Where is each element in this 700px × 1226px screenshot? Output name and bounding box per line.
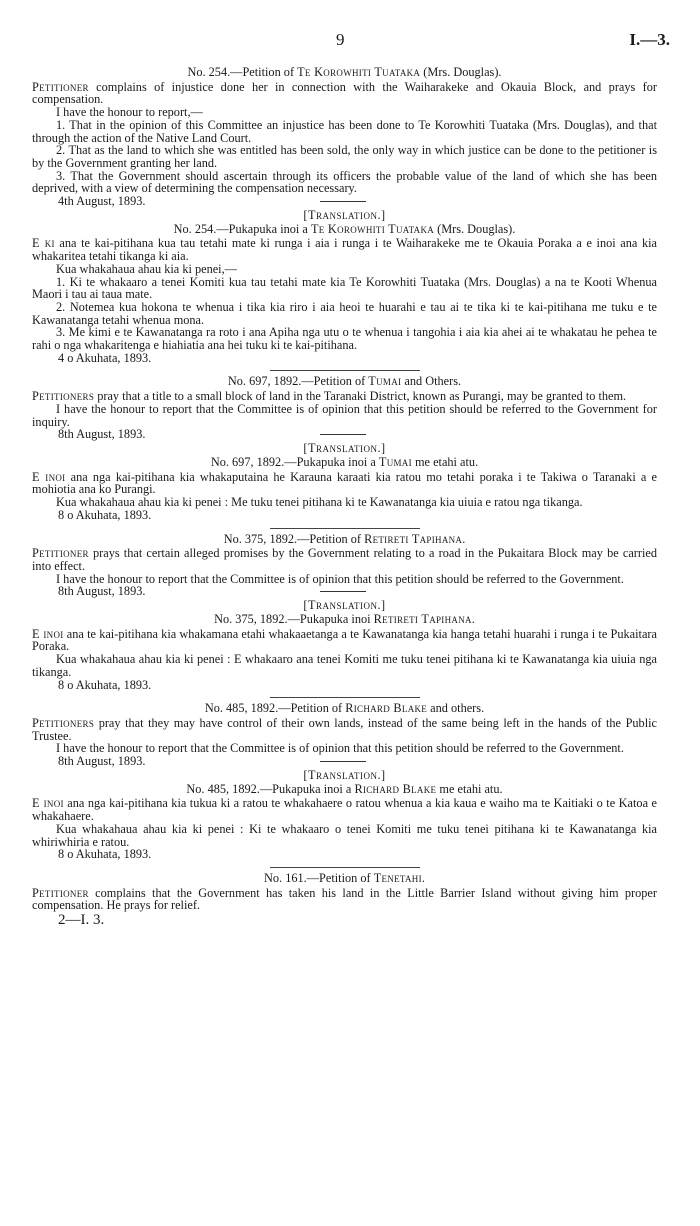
page-number: 9	[336, 30, 345, 49]
section-divider	[270, 370, 420, 371]
report-text: I have the honour to report that the Committee is of opinion that this petition should be referred to the Government.	[56, 571, 624, 586]
petition-697-english	[32, 375, 657, 441]
report-text: I have the honour to report that the Committee is of opinion that this petition should be referred to the Government.	[56, 741, 624, 756]
report-point: 2. Notemea kua hokona te whenua i tika kia riro i aia heoi te huarahi e tau ai te tika ki te kai-pitihana me tuku e te Kawanatanga tetahi whenua mona.	[32, 299, 657, 327]
page-content	[32, 66, 657, 927]
petition-697-translation	[32, 442, 657, 528]
report-date: 4 o Akuhata, 1893.	[58, 350, 152, 365]
report-date: 8 o Akuhata, 1893.	[58, 847, 152, 862]
petition-254-translation	[32, 209, 657, 371]
petition-summary: Petitioner prays that certain alleged promises by the Government relating to a road in the Pukaitara Block may be carried into effect.	[32, 546, 657, 573]
divider	[320, 434, 366, 435]
report-date: 8th August, 1893.	[58, 584, 146, 599]
section-divider	[270, 697, 420, 698]
section-title: No. 161.—Petition of Tenetahi.	[264, 870, 425, 885]
section-divider	[270, 528, 420, 529]
petition-summary: Petitioners pray that they may have control of their own lands, instead of the same being left in the hands of the Public Trustee.	[32, 715, 657, 743]
translation-label: [Translation.]	[303, 598, 386, 613]
section-divider	[270, 867, 420, 868]
translation-label: [Translation.]	[303, 441, 386, 456]
report-text: Kua whakahaua ahau kia ki penei : Ki te whakaaro o tenei Komiti me tuku tenei pitihana ki te Kawanatanga kia whiriwhiria e ratou.	[32, 821, 657, 849]
petition-summary: Petitioner complains that the Government has taken his land in the Little Barrier Island without giving him proper compensation. He prays for relief.	[32, 885, 657, 913]
petition-summary: E inoi ana nga kai-pitihana kia whakaputaina he Karauna karaati kia ratou mo tetahi poraka i te Takiwa o Taranaki a e mohiotia ana ko Purangi.	[32, 469, 657, 497]
petition-485-english	[32, 702, 657, 768]
section-title: No. 485, 1892.—Pukapuka inoi a Richard Blake me etahi atu.	[186, 781, 503, 796]
petition-summary: E inoi ana te kai-pitihana kia whakamana etahi whakaaetanga a te Kawanatanga kia hanga tetahi huarahi i runga i te Pukaitara Poraka.	[32, 626, 657, 654]
petition-485-translation	[32, 769, 657, 868]
petition-254-english	[32, 66, 657, 208]
petition-summary: E inoi ana nga kai-pitihana kia tukua ki a ratou te whakahaere o ratou whenua a kia kaua e waiho ma te Kaitiaki o te Katoa e whakahaere.	[32, 796, 657, 824]
section-title: No. 375, 1892.—Petition of Retireti Tapihana.	[223, 531, 466, 546]
report-point: 3. That the Government should ascertain through its officers the probable value of the land of which she has been deprived, with a view of determining the compensation necessary.	[32, 168, 657, 196]
report-point: 1. That in the opinion of this Committee an injustice has been done to Te Korowhiti Tuataka (Mrs. Douglas), and that through the action of the Native Land Court.	[32, 117, 657, 145]
report-point: 2. That as the land to which she was entitled has been sold, the only way in which justice can be done to the petitioner is by the Government granting her land.	[32, 143, 657, 170]
signature-mark: 2—I. 3.	[58, 912, 105, 929]
translation-label: [Translation.]	[303, 208, 386, 223]
divider	[320, 201, 366, 202]
divider	[320, 591, 366, 592]
section-title: No. 697, 1892.—Petition of Tumai and Others.	[227, 374, 462, 389]
section-title: No. 485, 1892.—Petition of Richard Blake and others.	[204, 701, 485, 716]
petition-375-english	[32, 533, 657, 599]
petition-375-translation	[32, 599, 657, 698]
page-reference: I.—3.	[629, 30, 670, 49]
report-date: 8th August, 1893.	[58, 754, 146, 769]
report-date: 8th August, 1893.	[58, 427, 146, 442]
report-intro: I have the honour to report,—	[56, 105, 203, 120]
report-text: I have the honour to report that the Committee is of opinion that this petition should be referred to the Government for inquiry.	[32, 401, 657, 429]
report-date: 8 o Akuhata, 1893.	[58, 507, 152, 522]
report-point: 1. Ki te whakaaro a tenei Komiti kua tau tetahi mate kia Te Korowhiti Tuataka (Mrs. Douglas) a na te Kooti Whenua Maori i tau ai taua mate.	[32, 274, 657, 302]
divider	[320, 761, 366, 762]
petition-161-english	[32, 872, 657, 912]
translation-label: [Translation.]	[303, 768, 386, 783]
report-text: Kua whakahaua ahau kia ki penei : Me tuku tenei pitihana ki te Kawanatanga kia uiuia e ratou nga tikanga.	[56, 495, 583, 510]
petition-summary: Petitioners pray that a title to a small block of land in the Taranaki District, known as Purangi, may be granted to them.	[32, 389, 627, 404]
report-text: Kua whakahaua ahau kia ki penei : E whakaaro ana tenei Komiti me tuku tenei pitihana ki te Kawanatanga kia uiuia nga tikanga.	[32, 652, 657, 679]
report-date: 8 o Akuhata, 1893.	[58, 677, 152, 692]
petition-summary: Petitioner complains of injustice done her in connection with the Waiharakeke and Okauia Block, and prays for compensation.	[32, 79, 657, 107]
section-title: No. 697, 1892.—Pukapuka inoi a Tumai me etahi atu.	[210, 454, 479, 469]
report-date: 4th August, 1893.	[58, 194, 146, 209]
report-intro: Kua whakahaua ahau kia ki penei,—	[56, 261, 237, 276]
petition-summary: E ki ana te kai-pitihana kua tau tetahi mate ki runga i aia i runga i te Waiharakeke me te Okauia Poraka a e inoi ana kia whakaritea tetahi tikanga ki aia.	[32, 236, 657, 264]
section-title: No. 254.—Petition of Te Korowhiti Tuataka (Mrs. Douglas).	[187, 65, 502, 79]
page-header	[0, 30, 700, 52]
section-title: No. 254.—Pukapuka inoi a Te Korowhiti Tuataka (Mrs. Douglas).	[173, 221, 516, 236]
section-title: No. 375, 1892.—Pukapuka inoi Retireti Tapihana.	[214, 612, 475, 627]
report-point: 3. Me kimi e te Kawanatanga ra roto i ana Apiha nga utu o te whenua i tangohia i aia kia ahei ai te whakatau he pehea te rahi o nga whakaritenga e hiahiatia ana hei tuku ki te kai-pitihana.	[32, 325, 657, 353]
